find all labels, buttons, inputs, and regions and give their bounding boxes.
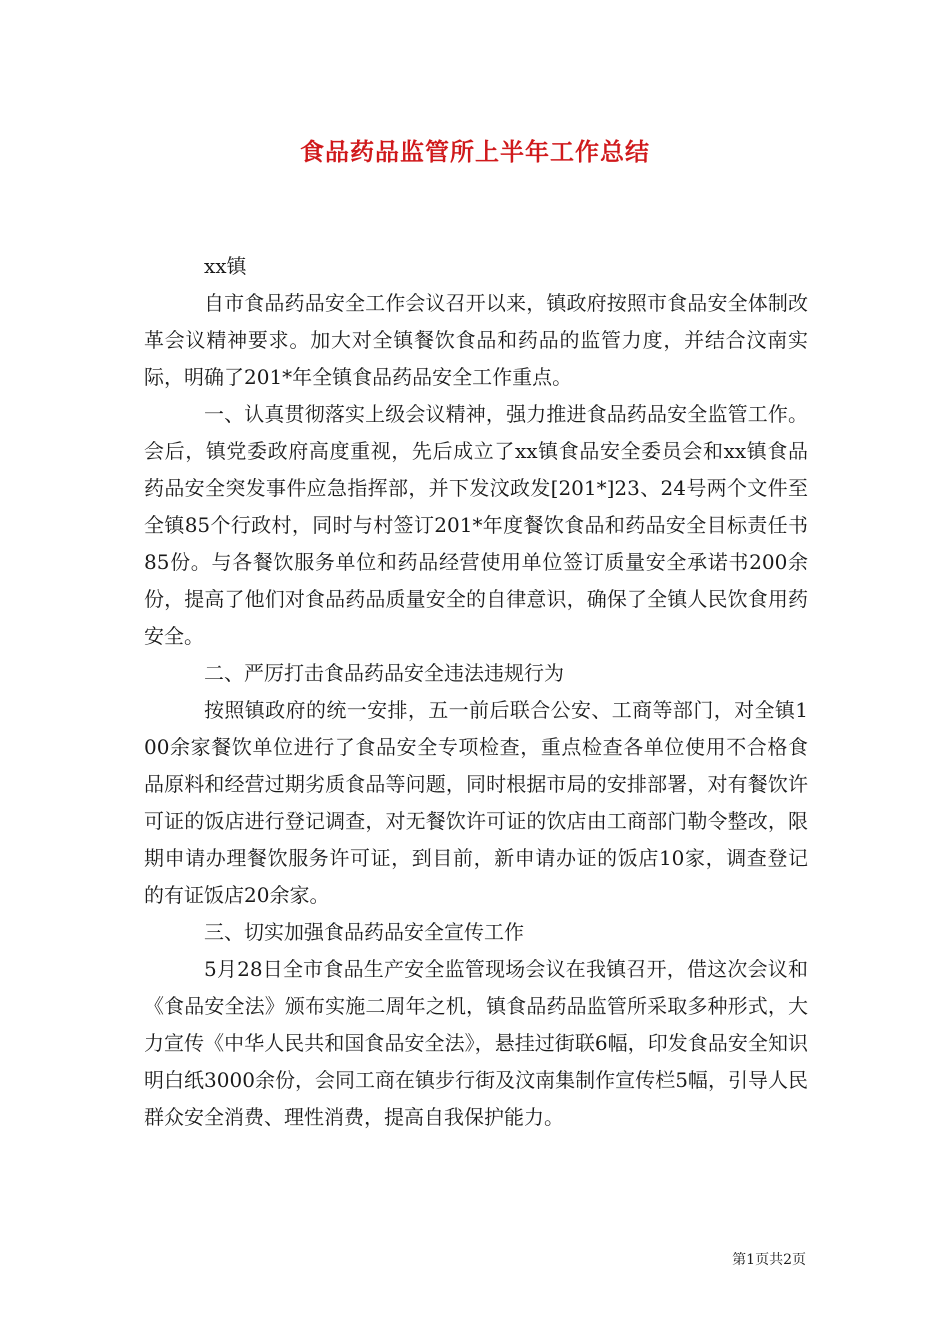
- paragraph-section-1: 一、认真贯彻落实上级会议精神，强力推进食品药品安全监管工作。会后，镇党委政府高度重视，先后成立了xx镇食品安全委员会和xx镇食品药品安全突发事件应急指挥部，并下发汶政发[201*]23、24号两个文件至全镇85个行政村，同时与村签订201*年度餐饮食品和药品安全目标责任书85份。与各餐饮服务单位和药品经营使用单位签订质量安全承诺书200余份，提高了他们对食品药品质量安全的自律意识，确保了全镇人民饮食用药安全。: [144, 402, 808, 648]
- document-body: [144, 248, 808, 1136]
- page-title: 食品药品监管所上半年工作总结: [300, 138, 650, 166]
- section-heading-2: 二、严厉打击食品药品安全违法违规行为: [204, 661, 564, 685]
- paragraph-intro: 自市食品药品安全工作会议召开以来，镇政府按照市食品安全体制改革会议精神要求。加大对全镇餐饮食品和药品的监管力度，并结合汶南实际，明确了201*年全镇食品药品安全工作重点。: [144, 291, 808, 389]
- paragraph-section-3: 5月28日全市食品生产安全监管现场会议在我镇召开，借这次会议和《食品安全法》颁布实施二周年之机，镇食品药品监管所采取多种形式，大力宣传《中华人民共和国食品安全法》，悬挂过街联6幅，印发食品安全知识明白纸3000余份，会同工商在镇步行街及汶南集制作宣传栏5幅，引导人民群众安全消费、理性消费，提高自我保护能力。: [144, 957, 808, 1129]
- page-number: 第1页共2页: [732, 1252, 806, 1268]
- section-heading-3: 三、切实加强食品药品安全宣传工作: [204, 920, 524, 944]
- paragraph-section-2: 按照镇政府的统一安排，五一前后联合公安、工商等部门，对全镇100余家餐饮单位进行了食品安全专项检查，重点检查各单位使用不合格食品原料和经营过期劣质食品等问题，同时根据市局的安排部署，对有餐饮许可证的饭店进行登记调查，对无餐饮许可证的饮店由工商部门勒令整改，限期申请办理餐饮服务许可证，到目前，新申请办证的饭店10家，调查登记的有证饭店20余家。: [144, 698, 808, 907]
- paragraph-greeting: xx镇: [204, 254, 247, 278]
